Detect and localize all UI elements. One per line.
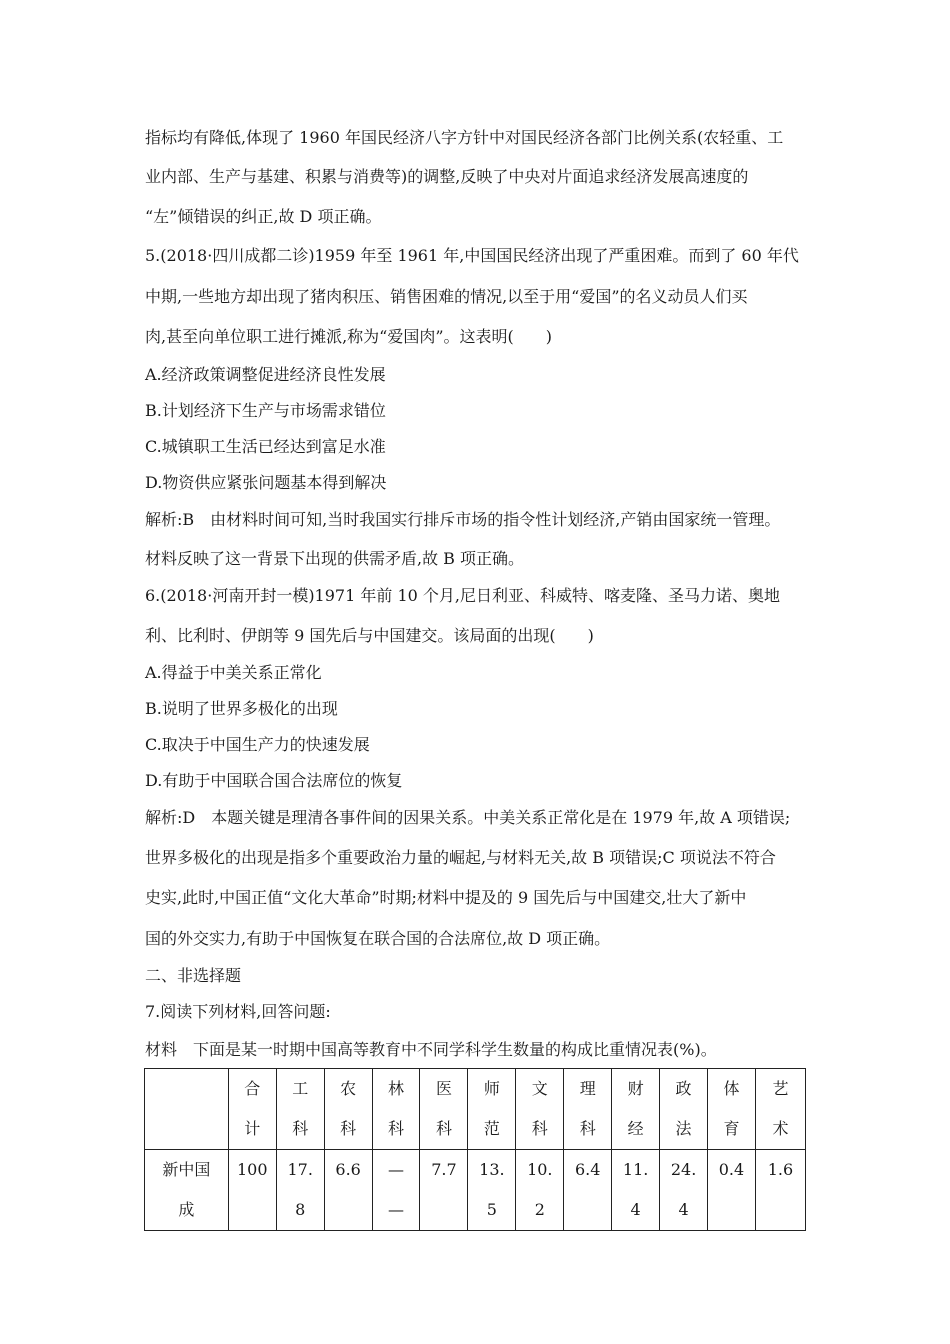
table-cell: 11. 4: [612, 1150, 660, 1231]
option-b: B.计划经济下生产与市场需求错位: [145, 401, 386, 420]
text-line: 材料反映了这一背景下出现的供需矛盾,故 B 项正确。: [145, 549, 525, 568]
table-header-cell: 文 科: [516, 1069, 564, 1150]
text-line: 指标均有降低,体现了 1960 年国民经济八字方针中对国民经济各部门比例关系(农轻重、工: [145, 128, 784, 147]
material-intro: 材料 下面是某一时期中国高等教育中不同学科学生数量的构成比重情况表(%)。: [145, 1040, 717, 1059]
table-header-cell: 政 法: [660, 1069, 708, 1150]
table-cell: 10. 2: [516, 1150, 564, 1231]
table-header-cell: 合 计: [228, 1069, 276, 1150]
question-5-stem: 5.(2018·四川成都二诊)1959 年至 1961 年,中国国民经济出现了严重困难。而到了 60 年代: [145, 246, 799, 265]
text-line: 国的外交实力,有助于中国恢复在联合国的合法席位,故 D 项正确。: [145, 929, 611, 948]
option-a: A.得益于中美关系正常化: [145, 663, 322, 682]
table-cell: 13. 5: [468, 1150, 516, 1231]
table-header-cell: [145, 1069, 229, 1150]
option-b: B.说明了世界多极化的出现: [145, 699, 338, 718]
table-header-cell: 体 育: [708, 1069, 756, 1150]
option-d: D.有助于中国联合国合法席位的恢复: [145, 771, 403, 790]
table-cell: — —: [372, 1150, 420, 1231]
option-c: C.城镇职工生活已经达到富足水准: [145, 437, 386, 456]
text-line: 利、比利时、伊朗等 9 国先后与中国建交。该局面的出现( ): [145, 626, 594, 645]
table-header-cell: 林 科: [372, 1069, 420, 1150]
table-cell: 7.7: [420, 1150, 468, 1231]
text-line: 世界多极化的出现是指多个重要政治力量的崛起,与材料无关,故 B 项错误;C 项说法不符合: [145, 848, 776, 867]
table-cell: 100: [228, 1150, 276, 1231]
table-header-cell: 师 范: [468, 1069, 516, 1150]
table-cell: 1.6: [755, 1150, 805, 1231]
text-line: 肉,甚至向单位职工进行摊派,称为“爱国肉”。这表明( ): [145, 327, 553, 346]
text-line: 史实,此时,中国正值“文化大革命”时期;材料中提及的 9 国先后与中国建交,壮大了新中: [145, 888, 747, 907]
question-6-stem: 6.(2018·河南开封一模)1971 年前 10 个月,尼日利亚、科威特、喀麦隆、圣马力诺、奥地: [145, 586, 780, 605]
table-cell: 17. 8: [276, 1150, 324, 1231]
table-row: [145, 1150, 806, 1231]
table-header-row: [145, 1069, 806, 1150]
option-c: C.取决于中国生产力的快速发展: [145, 735, 370, 754]
table-cell: 6.4: [564, 1150, 612, 1231]
table-header-cell: 工 科: [276, 1069, 324, 1150]
table-header-cell: 理 科: [564, 1069, 612, 1150]
option-d: D.物资供应紧张问题基本得到解决: [145, 473, 387, 492]
table-header-cell: 农 科: [324, 1069, 372, 1150]
data-table: [144, 1068, 806, 1231]
analysis-5: 解析:B 由材料时间可知,当时我国实行排斥市场的指令性计划经济,产销由国家统一管理。: [145, 510, 781, 529]
table-header-cell: 医 科: [420, 1069, 468, 1150]
table-cell: 新中国 成: [145, 1150, 229, 1231]
table-header-cell: 艺 术: [755, 1069, 805, 1150]
table-header-cell: 财 经: [612, 1069, 660, 1150]
analysis-6: 解析:D 本题关键是理清各事件间的因果关系。中美关系正常化是在 1979 年,故 A 项错误;: [145, 808, 791, 827]
option-a: A.经济政策调整促进经济良性发展: [145, 365, 386, 384]
table-cell: 24. 4: [660, 1150, 708, 1231]
text-line: 业内部、生产与基建、积累与消费等)的调整,反映了中央对片面追求经济发展高速度的: [145, 167, 749, 186]
text-line: “左”倾错误的纠正,故 D 项正确。: [145, 207, 382, 226]
table-cell: 6.6: [324, 1150, 372, 1231]
question-7-stem: 7.阅读下列材料,回答问题:: [145, 1002, 331, 1021]
table-cell: 0.4: [708, 1150, 756, 1231]
text-line: 中期,一些地方却出现了猪肉积压、销售困难的情况,以至于用“爱国”的名义动员人们买: [145, 287, 748, 306]
section-heading: 二、非选择题: [145, 966, 242, 985]
